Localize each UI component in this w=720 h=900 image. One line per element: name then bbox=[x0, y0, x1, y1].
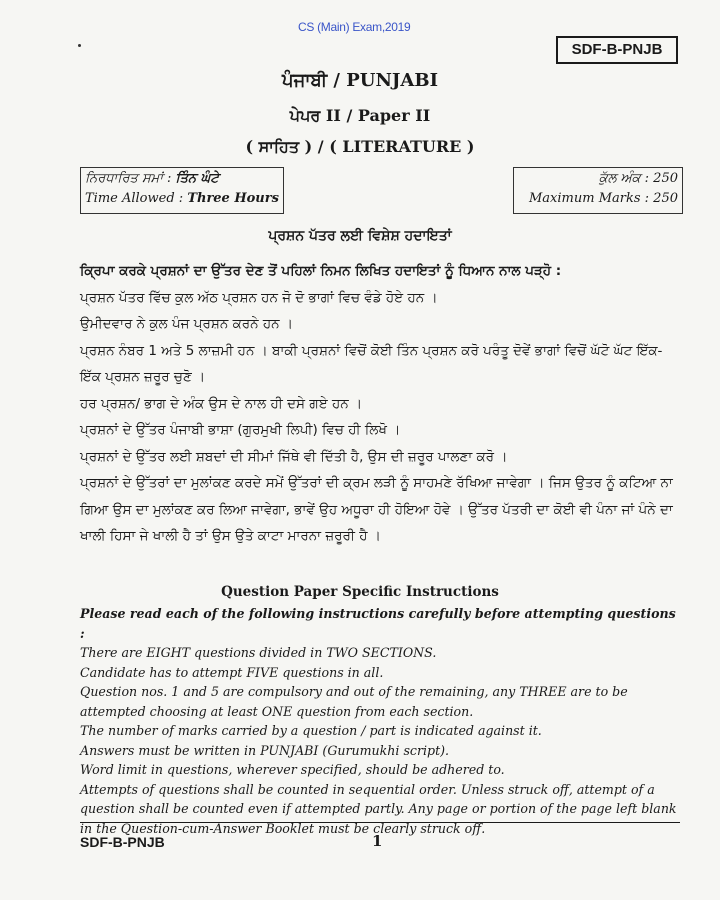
max-marks-punjabi: ਕੁੱਲ ਅੰਕ : 250 bbox=[598, 171, 678, 186]
subject-title: ਪੰਜਾਬੀ / PUNJABI bbox=[281, 70, 439, 91]
footer-paper-code: SDF-B-PNJB bbox=[80, 834, 165, 850]
max-marks-box bbox=[513, 167, 683, 214]
punjabi-instruction-line: ਪ੍ਰਸ਼ਨਾਂ ਦੇ ਉੱਤਰਾਂ ਦਾ ਮੁਲਾਂਕਣ ਕਰਦੇ ਸਮੇਂ ਉੱਤਰਾਂ ਦੀ ਕ੍ਰਮ ਲੜੀ ਨੂੰ ਸਾਹਮਣੇ ਰੱਖਿਆ ਜਾਵੇਗਾ । ਜਿਸ ਉਤਰ ਨੂੰ ਕਟਿਆ ਨਾ ਗਿਆ ਉਸ ਦਾ ਮੁਲਾਂਕਣ ਕਰ ਲਿਆ ਜਾਵੇਗਾ, ਭਾਵੇਂ ਉਹ ਅਧੂਰਾ ਹੀ ਹੋਇਆ ਹੋਵੇ । ਉੱਤਰ ਪੱਤਰੀ ਦਾ ਕੋਈ ਵੀ ਪੰਨਾ ਜਾਂ ਪੰਨੇ ਦਾ ਖਾਲੀ ਹਿਸਾ ਜੇ ਖਾਲੀ ਹੈ ਤਾਂ ਉਸ ਉਤੇ ਕਾਟਾ ਮਾਰਨਾ ਜ਼ਰੂਰੀ ਹੈ । bbox=[80, 475, 673, 544]
time-allowed-box bbox=[80, 167, 284, 214]
scan-speck bbox=[78, 44, 81, 47]
english-instruction-line: Candidate has to attempt FIVE questions in all. bbox=[80, 664, 384, 680]
time-value-en: Three Hours bbox=[187, 191, 279, 206]
page-number: 1 bbox=[372, 832, 383, 850]
footer-divider bbox=[80, 822, 680, 823]
time-allowed-punjabi bbox=[85, 169, 279, 189]
time-label-en: Time Allowed : bbox=[85, 191, 188, 206]
punjabi-instruction-line: ਪ੍ਰਸ਼ਨਾਂ ਦੇ ਉੱਤਰ ਪੰਜਾਬੀ ਭਾਸ਼ਾ (ਗੁਰਮੁਖੀ ਲਿਪੀ) ਵਿਚ ਹੀ ਲਿਖੋ । bbox=[80, 422, 401, 438]
time-allowed-english bbox=[85, 189, 279, 209]
english-instructions-heading: Question Paper Specific Instructions bbox=[221, 584, 499, 600]
time-label-pa: ਨਿਰਧਾਰਿਤ ਸਮਾਂ : bbox=[85, 171, 176, 186]
paper-code-box: SDF-B-PNJB bbox=[556, 36, 678, 64]
english-instruction-line: Please read each of the following instructions carefully before attempting questions : bbox=[80, 606, 676, 641]
punjabi-instruction-line: ਪ੍ਰਸ਼ਨਾਂ ਦੇ ਉੱਤਰ ਲਈ ਸ਼ਬਦਾਂ ਦੀ ਸੀਮਾਂ ਜਿੱਥੇ ਵੀ ਦਿੱਤੀ ਹੈ, ਉਸ ਦੀ ਜ਼ਰੂਰ ਪਾਲਣਾ ਕਰੋ । bbox=[80, 448, 508, 465]
punjabi-instruction-line: ਪ੍ਰਸ਼ਨ ਨੰਬਰ 1 ਅਤੇ 5 ਲਾਜ਼ਮੀ ਹਨ । ਬਾਕੀ ਪ੍ਰਸ਼ਨਾਂ ਵਿਚੋਂ ਕੋਈ ਤਿੰਨ ਪ੍ਰਸ਼ਨ ਕਰੋ ਪਰੰਤੂ ਦੋਵੇਂ ਭਾਗਾਂ ਵਿਚੋਂ ਘੱਟੋ ਘੱਟ ਇੱਕ-ਇੱਕ ਪ੍ਰਸ਼ਨ ਜ਼ਰੂਰ ਚੁਣੋ । bbox=[80, 342, 663, 385]
punjabi-instructions-list bbox=[80, 258, 680, 550]
english-instruction-line: There are EIGHT questions divided in TWO SECTIONS. bbox=[80, 645, 437, 660]
paper-title: ਪੇਪਰ II / Paper II bbox=[289, 106, 431, 125]
english-instruction-line: The number of marks carried by a question / part is indicated against it. bbox=[80, 723, 542, 738]
punjabi-instruction-line: ਹਰ ਪ੍ਰਸ਼ਨ/ ਭਾਗ ਦੇ ਅੰਕ ਉਸ ਦੇ ਨਾਲ ਹੀ ਦਸੇ ਗਏ ਹਨ । bbox=[80, 395, 363, 412]
english-instructions-list bbox=[80, 604, 680, 838]
time-value-pa: ਤਿੰਨ ਘੰਟੇ bbox=[175, 171, 219, 186]
english-instruction-line: Word limit in questions, wherever specified, should be adhered to. bbox=[80, 762, 505, 777]
punjabi-instruction-line: ਪ੍ਰਸ਼ਨ ਪੱਤਰ ਵਿੱਚ ਕੁਲ ਅੱਠ ਪ੍ਰਸ਼ਨ ਹਨ ਜੋ ਦੋ ਭਾਗਾਂ ਵਿਚ ਵੰਡੇ ਹੋਏ ਹਨ । bbox=[80, 289, 438, 306]
punjabi-instructions-heading: ਪ੍ਰਸ਼ਨ ਪੱਤਰ ਲਈ ਵਿਸ਼ੇਸ਼ ਹਦਾਇਤਾਂ bbox=[268, 228, 452, 244]
exam-stamp: CS (Main) Exam,2019 bbox=[298, 20, 411, 34]
punjabi-instruction-line: ਉਮੀਦਵਾਰ ਨੇ ਕੁਲ ਪੰਜ ਪ੍ਰਸ਼ਨ ਕਰਨੇ ਹਨ । bbox=[80, 316, 294, 332]
english-instruction-line: Answers must be written in PUNJABI (Gurumukhi script). bbox=[80, 742, 450, 758]
section-title: ( ਸਾਹਿਤ ) / ( LITERATURE ) bbox=[245, 137, 475, 156]
english-instruction-line: Attempts of questions shall be counted in sequential order. Unless struck off, attempt of a question shall be counted even if attempted partly. Any page or portion of the page left blank in the Question-cum-Answer Booklet must be clearly struck off. bbox=[80, 781, 677, 836]
punjabi-instruction-line: ਕ੍ਰਿਪਾ ਕਰਕੇ ਪ੍ਰਸ਼ਨਾਂ ਦਾ ਉੱਤਰ ਦੇਣ ਤੋਂ ਪਹਿਲਾਂ ਨਿਮਨ ਲਿਖਿਤ ਹਦਾਇਤਾਂ ਨੂੰ ਧਿਆਨ ਨਾਲ ਪੜ੍ਹੋ : bbox=[80, 263, 562, 279]
max-marks-english: Maximum Marks : 250 bbox=[529, 191, 678, 206]
english-instruction-line: Question nos. 1 and 5 are compulsory and out of the remaining, any THREE are to be attempted choosing at least ONE question from each section. bbox=[80, 684, 628, 719]
